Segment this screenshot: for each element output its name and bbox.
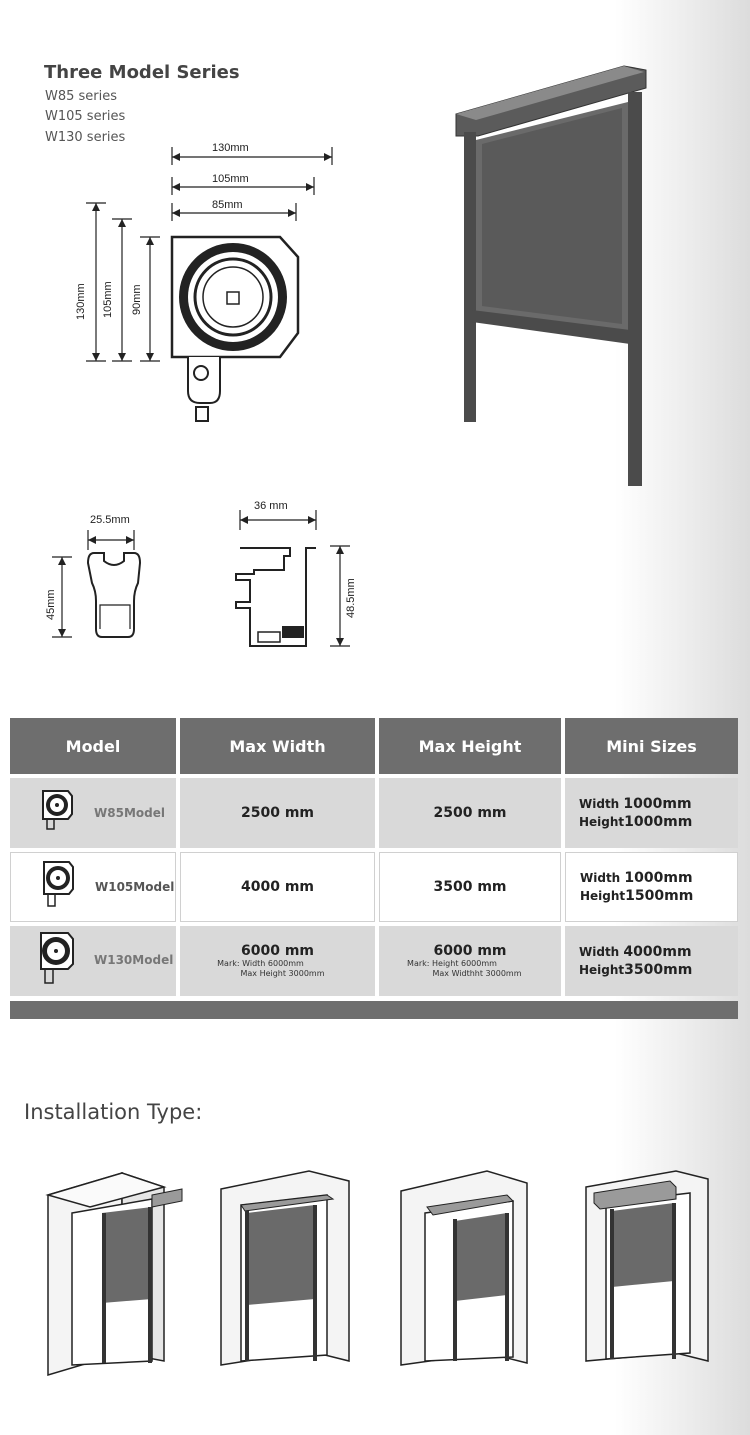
model-suffix: Model (133, 880, 175, 894)
headbox-section-diagram (60, 135, 350, 435)
mini-sizes-cell (565, 778, 738, 848)
width-mark-line-1: Mark: Width 6000mm (217, 959, 304, 968)
mini-width-label: Width (579, 945, 620, 959)
max-height-value: 6000 mm (433, 943, 507, 959)
mini-height-label: Height (579, 963, 625, 977)
model-suffix: Model (123, 806, 165, 820)
installation-type-2 (215, 1165, 360, 1380)
mini-sizes-cell (565, 926, 738, 996)
max-height-cell (379, 926, 561, 996)
mini-width-value: 1000mm (623, 796, 692, 812)
header-max-width: Max Width (180, 718, 375, 774)
model-code: W105 (95, 880, 134, 894)
header-max-height: Max Height (379, 718, 561, 774)
dim-height-130: 130mm (75, 283, 87, 320)
rail-width-label: 25.5mm (90, 514, 130, 526)
height-mark-line-2: Max Widthht 3000mm (432, 969, 522, 978)
series-item-w85: W85 series (45, 89, 118, 104)
side-rail-diagram (38, 505, 178, 650)
headbox-icon (41, 859, 77, 917)
mini-sizes-cell (565, 852, 738, 922)
model-code: W85 (94, 806, 124, 820)
model-suffix: Model (132, 953, 174, 967)
max-width-cell (180, 926, 375, 996)
mini-width-label: Width (580, 871, 621, 885)
header-mini-sizes: Mini Sizes (565, 718, 738, 774)
model-cell (10, 852, 176, 922)
mini-height-label: Height (579, 815, 625, 829)
series-item-w105: W105 series (45, 109, 126, 124)
max-height-cell: 3500 mm (379, 852, 561, 922)
dim-width-105: 105mm (212, 173, 249, 185)
model-cell (10, 778, 176, 848)
bottom-bar-diagram (228, 492, 368, 652)
height-mark-line-1: Mark: Height 6000mm (407, 959, 497, 968)
model-code: W130 (94, 953, 133, 967)
headbox-icon (38, 930, 76, 994)
model-cell (10, 926, 176, 996)
dim-width-85: 85mm (212, 199, 243, 211)
product-illustration (448, 62, 653, 492)
bar-height-label: 48.5mm (345, 578, 357, 618)
dim-height-90: 90mm (131, 284, 143, 315)
mini-height-label: Height (580, 889, 626, 903)
series-item-w130: W130 series (45, 130, 126, 145)
rail-height-label: 45mm (45, 589, 57, 620)
installation-title: Installation Type: (24, 1100, 203, 1124)
mini-height-value: 3500mm (624, 962, 693, 978)
mini-width-value: 4000mm (623, 944, 692, 960)
bar-width-label: 36 mm (254, 500, 288, 512)
mini-width-label: Width (579, 797, 620, 811)
installation-type-1 (42, 1165, 192, 1380)
max-width-cell: 4000 mm (180, 852, 375, 922)
max-width-cell: 2500 mm (180, 778, 375, 848)
max-height-cell: 2500 mm (379, 778, 561, 848)
headbox-icon (40, 788, 76, 838)
table-footer-bar (10, 1001, 738, 1019)
width-mark-line-2: Max Height 3000mm (240, 969, 325, 978)
mini-height-value: 1000mm (624, 814, 693, 830)
max-width-value: 6000 mm (240, 943, 314, 959)
dim-height-105: 105mm (102, 281, 114, 318)
mini-width-value: 1000mm (624, 870, 693, 886)
header-model: Model (10, 718, 176, 774)
series-title: Three Model Series (44, 62, 240, 83)
dim-width-130: 130mm (212, 142, 249, 154)
installation-type-4 (580, 1165, 715, 1380)
mini-height-value: 1500mm (625, 888, 694, 904)
installation-type-3 (395, 1165, 535, 1380)
